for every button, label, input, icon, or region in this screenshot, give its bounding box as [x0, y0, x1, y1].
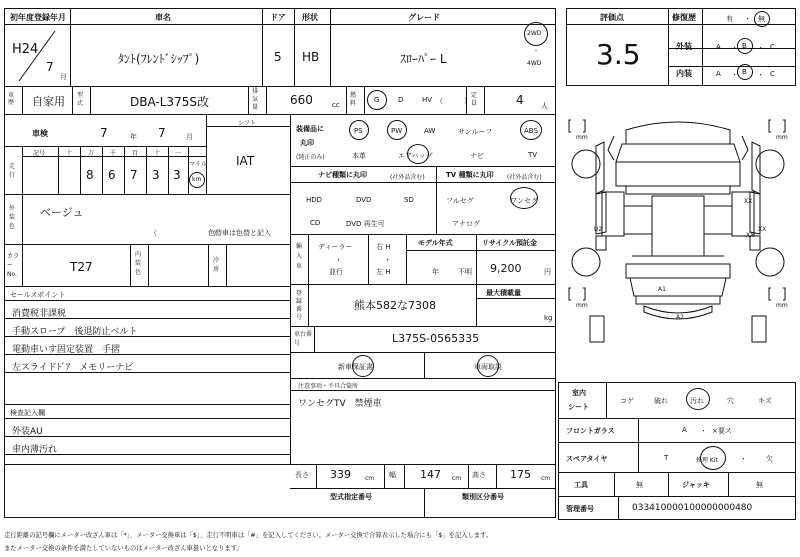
interior-sheet-label-1: 室内 — [572, 389, 586, 397]
mileage-unit-5: 一 — [175, 150, 182, 157]
equip-sunroof: サンルーフ — [458, 128, 493, 136]
car-name-label: 車名 — [155, 13, 171, 22]
mileage-digit-1: 6 — [108, 168, 116, 182]
mileage-digit-4: 3 — [173, 168, 181, 182]
equip-ps: PS — [354, 127, 363, 135]
car-outline-svg — [566, 96, 796, 376]
windshield-dot: ・ — [700, 427, 707, 435]
import-dealer: ディーラー — [318, 243, 353, 251]
navi-cd: CD — [310, 219, 321, 227]
color-value: ベージュ — [40, 206, 84, 219]
spare-dot: ・ — [740, 455, 747, 463]
interior-a: A — [716, 70, 721, 78]
height-value: 175 — [510, 468, 531, 481]
tv-oneseg: ワンセグ — [510, 197, 538, 205]
equip-airbag: エアバッグ — [398, 152, 433, 160]
equipment-label-3: (純正のみ) — [296, 154, 325, 161]
footer-note-1: 走行距離の記号欄にメーター改ざん車は「*」、メーター交換車は「$」、走行不明車は「#」を記入してください。メーター交換で合算表示した場合にも「$」を記入します。 — [4, 532, 493, 539]
navi-sd: SD — [404, 196, 414, 204]
width-unit: cm — [452, 475, 462, 482]
equip-navi: ナビ — [470, 152, 484, 160]
shape-label: 形状 — [302, 13, 318, 22]
mgmt-label: 管理番号 — [566, 505, 594, 513]
displacement-label: 排気量 — [252, 88, 259, 111]
import-right-h: 右 H — [376, 243, 391, 251]
navi-title: ナビ種類に丸印 — [318, 171, 367, 179]
first-reg-month-unit: 月 — [60, 73, 67, 81]
model-label: 型式 — [77, 92, 84, 107]
inspector-line-1: 外装AU — [12, 427, 43, 437]
sheet-item-burn: コゲ — [620, 397, 634, 405]
exterior-grade-label: 外装 — [676, 42, 692, 51]
car-name: ﾀﾝﾄ(ﾌﾚﾝﾄﾞｼｯﾌﾟ) — [118, 52, 200, 66]
navi-dvd: DVD — [356, 196, 372, 204]
mileage-unit-0: 十 — [66, 150, 73, 157]
recycle-value: 9,200 — [490, 262, 522, 275]
mileage-digit-3: 3 — [152, 168, 160, 182]
drive-2wd: 2WD — [527, 30, 542, 37]
remarks-label: 注意事項・不具合箇所 — [298, 383, 359, 390]
drive-dot: ・ — [533, 48, 540, 55]
max-load-kg: kg — [544, 314, 553, 322]
registration-label: 登録番号 — [296, 290, 303, 321]
interior-grade-label: 内装 — [676, 69, 692, 78]
capacity: 4 — [516, 93, 524, 107]
repair-sep: ・ — [744, 15, 751, 23]
sales-points-label: セールスポイント — [10, 291, 66, 299]
sales-point-1: 消費税非課税 — [12, 309, 67, 319]
fuel-paren: （ ） — [436, 97, 471, 105]
color-label: 外装色 — [9, 205, 16, 230]
inspector-label: 検査記入欄 — [10, 409, 45, 417]
recycle-yen: 円 — [544, 268, 551, 276]
mile-label: マイル — [189, 161, 207, 168]
fuel-hv: HV — [422, 96, 433, 104]
import-left-h: 左 H — [376, 268, 391, 276]
first-reg-label: 初年度登録年月 — [10, 13, 66, 22]
width-label: 幅 — [389, 471, 396, 479]
equip-abs: ABS — [524, 127, 538, 135]
equip-aw: AW — [424, 127, 436, 135]
class-label: 類別区分番号 — [462, 493, 504, 501]
fuel-d: D — [398, 96, 404, 104]
mileage-unit-2: 千 — [110, 150, 117, 157]
shape: HB — [302, 50, 320, 64]
inspector-line-2: 車内薄汚れ — [12, 445, 58, 455]
chassis-label: 車台番号 — [294, 331, 313, 347]
windshield-a: A — [682, 426, 687, 434]
interior-b: B — [742, 68, 747, 76]
usage-label: 車歴 — [8, 92, 15, 106]
navi-hdd: HDD — [306, 196, 323, 204]
cc-unit: cc — [332, 101, 340, 109]
color-paren: （ ） — [150, 229, 220, 237]
max-load-label: 最大積載量 — [486, 289, 521, 297]
exterior-a: A — [716, 43, 721, 51]
inspection-month: 7 — [158, 126, 166, 140]
import-dot-2: ・ — [384, 256, 391, 264]
import-label: 輸入車 — [296, 243, 303, 270]
diagram-label-xx-2: XX — [758, 226, 767, 233]
mileage-digit-2: 7 — [130, 168, 138, 182]
capacity-label: 定員 — [471, 92, 478, 107]
mgmt-value: 033410000100000000480 — [632, 503, 753, 513]
length-unit: cm — [365, 475, 375, 482]
equip-tv: TV — [528, 151, 538, 159]
color-no-label: カラーNo. — [7, 253, 20, 278]
color-no-value: T27 — [70, 260, 93, 274]
width-value: 147 — [420, 468, 441, 481]
car-diagram — [566, 96, 796, 376]
diagram-label-u2: U2 — [594, 226, 603, 233]
usage: 自家用 — [32, 95, 65, 108]
mileage-symbol-label: 記号 — [33, 150, 46, 157]
interior-c: C — [770, 70, 775, 78]
mileage-unit-3: 百 — [132, 150, 139, 157]
equip-pw: PW — [391, 127, 403, 135]
km-label: km — [192, 176, 202, 183]
tv-analog: アナログ — [452, 220, 480, 228]
grade: ｽﾛｰﾊﾟｰ L — [400, 52, 447, 66]
jack-label: ジャッキ — [682, 481, 710, 489]
tools-label: 工具 — [574, 481, 588, 489]
mileage-label: 走行 — [9, 163, 16, 179]
model-year-unknown: 不明 — [458, 268, 472, 276]
warranty: 新車保証書 — [338, 363, 373, 371]
tv-title: TV 種類に丸印 — [446, 171, 494, 179]
shift-value: IAT — [236, 154, 255, 168]
sales-point-4: 左スライドﾄﾞｱ メモリーナビ — [12, 363, 134, 373]
sheet-item-tear: 破れ — [654, 397, 668, 405]
color-note: 色替車は色替と記入 — [208, 229, 271, 237]
tools-value: 無 — [636, 481, 643, 489]
equip-leather: 本革 — [352, 152, 366, 160]
spare-none: 欠 — [766, 455, 773, 463]
diagram-mm-4: mm — [776, 302, 788, 309]
tv-fullseg: フルセグ — [446, 197, 474, 205]
height-unit: cm — [541, 475, 551, 482]
score-value: 3.5 — [596, 38, 641, 71]
drive-4wd: 4WD — [527, 60, 542, 67]
import-dot: ・ — [335, 256, 342, 264]
interior-dot-1: ・ — [731, 71, 738, 79]
first-reg-year: H24 — [12, 42, 39, 57]
sheet-item-hole: 穴 — [727, 397, 734, 405]
score-label: 評価点 — [600, 13, 624, 22]
fuel-label: 燃料 — [350, 92, 357, 107]
mileage-unit-4: 十 — [154, 150, 161, 157]
length-value: 339 — [330, 468, 351, 481]
exterior-c: C — [770, 43, 775, 51]
model: DBA-L375S改 — [130, 95, 209, 109]
repair-no: 無 — [758, 15, 765, 23]
ac-label: 冷房 — [213, 257, 220, 273]
displacement: 660 — [290, 93, 313, 107]
equipment-label-2: 丸印 — [300, 139, 314, 147]
import-parallel: 並行 — [329, 268, 343, 276]
exterior-dot-2: ・ — [757, 44, 764, 52]
shift-label: シフト — [238, 120, 257, 127]
navi-note: (社外品含む) — [390, 174, 425, 181]
capacity-unit: 人 — [541, 102, 548, 110]
diagram-mm-2: mm — [776, 134, 788, 141]
type-cert-label: 型式指定番号 — [330, 493, 372, 501]
interior-sheet-label-2: シート — [568, 403, 589, 411]
chassis-value: L375S-0565335 — [392, 332, 480, 345]
registration-value: 熊本582な7308 — [354, 299, 436, 312]
manual: 車両取説 — [474, 363, 502, 371]
equipment-label-1: 装備品に — [296, 125, 324, 133]
windshield-x: ×要ス — [712, 427, 732, 435]
spare-kit: 修理 Kit — [696, 457, 718, 464]
exterior-dot-1: ・ — [731, 44, 738, 52]
grade-label: グレード — [408, 13, 440, 22]
first-reg-month: 7 — [46, 60, 54, 74]
sheet-item-scratch: キズ — [758, 397, 772, 405]
interior-dot-2: ・ — [757, 71, 764, 79]
inspection-year-unit: 年 — [130, 133, 137, 141]
mileage-unit-1: 万 — [88, 150, 95, 157]
mileage-digit-0: 8 — [86, 168, 94, 182]
inspection-label: 車検 — [32, 129, 48, 138]
windshield-label: フロントガラス — [566, 427, 615, 435]
diagram-label-xx-1: XX — [744, 198, 753, 205]
jack-value: 無 — [756, 481, 763, 489]
footer-note-2: またメーター交換の条件を満たしていないものはメーター改ざん車扱いとなります。 — [4, 545, 243, 552]
length-label: 長さ — [295, 471, 309, 479]
sales-point-2: 手動スロープ 後退防止ベルト — [12, 327, 138, 337]
model-year-unit: 年 — [432, 268, 439, 276]
repair-label: 修復歴 — [672, 13, 696, 22]
spare-t: T — [664, 454, 669, 462]
exterior-b: B — [742, 42, 747, 50]
doors: 5 — [274, 50, 282, 64]
tv-note: (社外品含む) — [507, 174, 542, 181]
spare-label: スペアタイヤ — [566, 455, 608, 463]
height-label: 高さ — [472, 471, 486, 479]
sales-point-3: 電動車いす固定装置 手摺 — [12, 345, 121, 355]
remarks-value: ワンセグTV 禁煙車 — [298, 399, 382, 409]
fuel-g: G — [374, 96, 380, 104]
diagram-label-a1: A1 — [658, 286, 666, 293]
recycle-label: リサイクル預託金 — [482, 239, 538, 247]
inspection-year: 7 — [100, 126, 108, 140]
model-year-label: モデル年式 — [418, 239, 453, 247]
navi-dvd-play: DVD 再生可 — [346, 220, 385, 228]
door-label: ドア — [270, 13, 286, 22]
diagram-label-a2: A2 — [676, 314, 684, 321]
inspection-month-unit: 月 — [186, 133, 193, 141]
diagram-mm-3: mm — [576, 302, 588, 309]
sheet-item-dirt: 汚れ — [690, 397, 704, 405]
interior-color-label: 内装色 — [135, 251, 142, 276]
repair-yes: 有 — [726, 15, 733, 23]
diagram-label-xx-3: XX — [746, 232, 755, 239]
diagram-mm-1: mm — [576, 134, 588, 141]
